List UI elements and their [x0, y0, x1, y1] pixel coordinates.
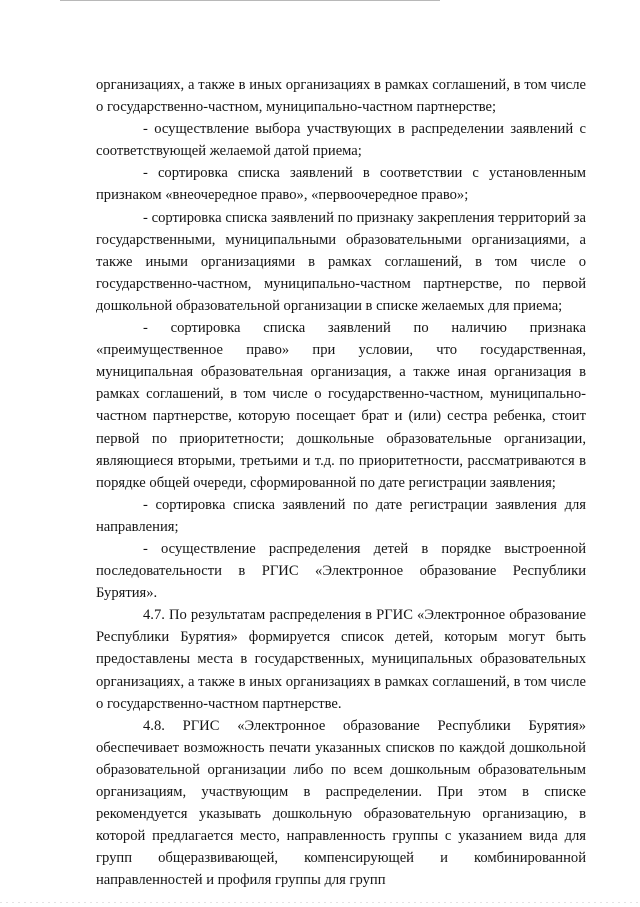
list-item-priority-sort: - сортировка списка заявлений в соответствии с установленным признаком «внеочередное право», «первоочередное право»; — [96, 165, 586, 204]
list-item-territory-sort: - сортировка списка заявлений по признаку закрепления территорий за государственными, муниципальными образовательными организациями, а также иными организациями в рамках соглашений, в том числе о государственно-частном, муниципально-частном партнерстве, по первой дошкольной образовательной организации в списке желаемых для приема; — [96, 209, 586, 314]
list-item-registration-date-sort: - сортировка списка заявлений по дате регистрации заявления для направления; — [96, 496, 586, 535]
list-item-preferential-right-sort: - сортировка списка заявлений по наличию признака «преимущественное право» при условии, что государственная, муниципальная образовательная организация, а также иная организация в рамках соглашений, в том числе о государственно-частном, муниципально-частном партнерстве, которую посещает брат и (или) сестра ребенка, стоит первой по приоритетности; дошкольные образовательные организации, являющиеся вторыми, третьими и т.д. по приоритетности, рассматриваются в порядке общей очереди, сформированной по дате регистрации заявления; — [96, 320, 586, 491]
section-4-7: 4.7. По результатам распределения в РГИС «Электронное образование Республики Бурятия» формируется список детей, которым могут быть предоставлены места в государственных, муниципальных образовательных организациях, а также в иных организациях в рамках соглашений, в том числе о государственно-частном партнерстве. — [96, 607, 586, 712]
scan-top-edge — [60, 0, 440, 1]
list-item-distribution: - осуществление распределения детей в порядке выстроенной последовательности в РГИС «Электронное образование Республики Бурятия». — [96, 540, 586, 602]
paragraph-continuation: организациях, а также в иных организациях в рамках соглашений, в том числе о государственно-частном, муниципально-частном партнерстве; — [96, 77, 586, 116]
scan-bottom-edge — [0, 902, 640, 903]
list-item-date-selection: - осуществление выбора участвующих в распределении заявлений с соответствующей желаемой датой приема; — [96, 121, 586, 160]
document-body — [96, 74, 586, 891]
section-4-8: 4.8. РГИС «Электронное образование Республики Бурятия» обеспечивает возможность печати указанных списков по каждой дошкольной образовательной организации либо по всем дошкольным образовательным организациям, участвующим в распределении. При этом в списке рекомендуется указывать дошкольную образовательную организацию, в которой предлагается место, направленность группы с указанием вида для групп общеразвивающей, компенсирующей и комбинированной направленностей и профиля группы для групп — [96, 717, 586, 889]
